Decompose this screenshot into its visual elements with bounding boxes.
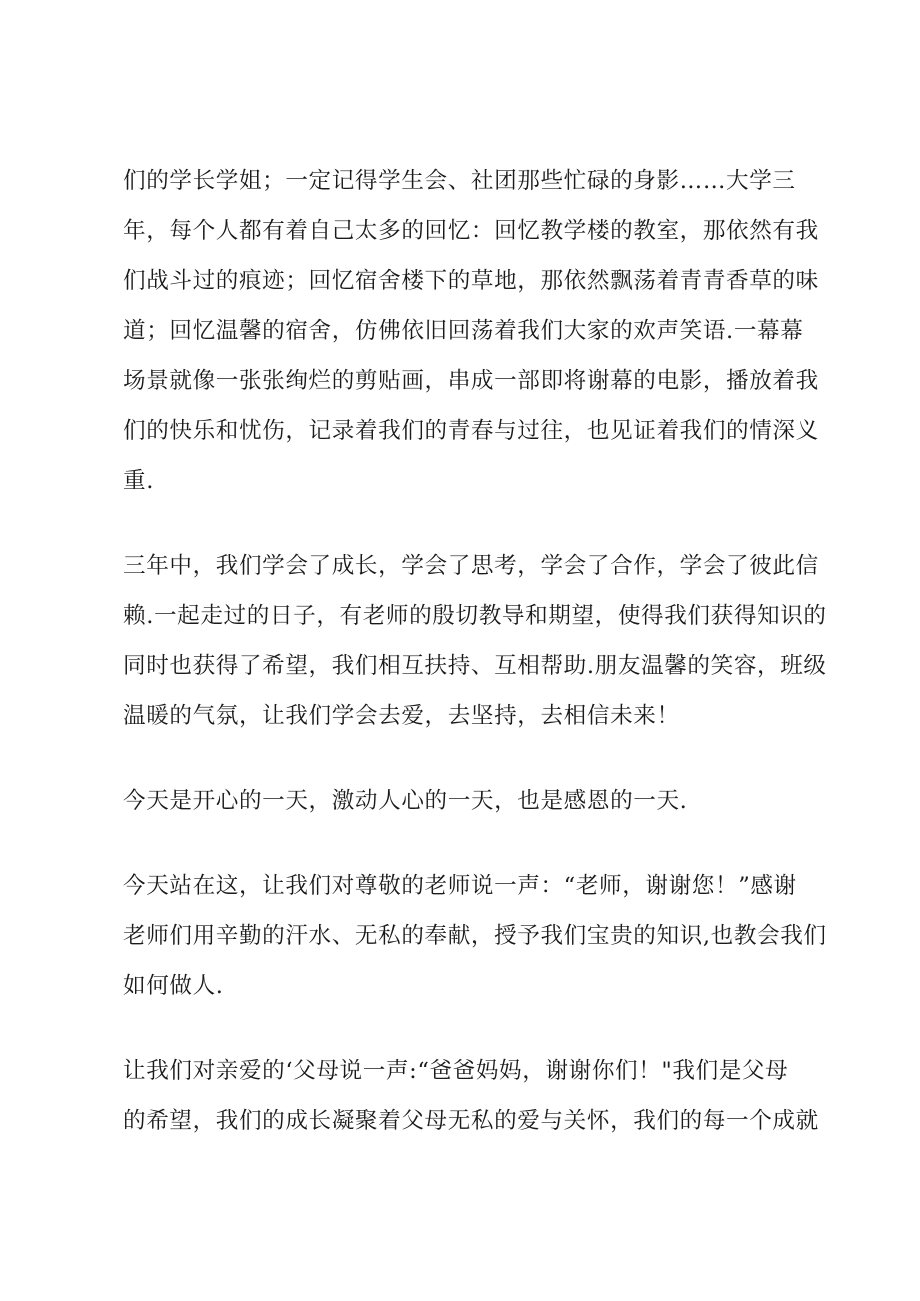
text-line: 今天是开心的一天，激动人心的一天，也是感恩的一天. bbox=[123, 788, 688, 814]
text-line: 们战斗过的痕迹；回忆宿舍楼下的草地，那依然飘荡着青青香草的味 bbox=[123, 268, 819, 294]
text-line: 场景就像一张张绚烂的剪贴画，串成一部即将谢幕的电影，播放着我 bbox=[123, 368, 819, 394]
text-line: 年，每个人都有着自己太多的回忆：回忆教学楼的教室，那依然有我 bbox=[123, 218, 819, 244]
text-line: 三年中，我们学会了成长，学会了思考，学会了合作，学会了彼此信 bbox=[123, 553, 819, 579]
text-line: 老师们用辛勤的汗水、无私的奉献，授予我们宝贵的知识,也教会我们 bbox=[123, 923, 827, 949]
text-line: 赖.一起走过的日子，有老师的殷切教导和期望，使得我们获得知识的 bbox=[123, 603, 827, 629]
text-line: 今天站在这，让我们对尊敬的老师说一声：“老师，谢谢您！”感谢 bbox=[123, 873, 797, 899]
text-line: 温暖的气氛，让我们学会去爱，去坚持，去相信未来！ bbox=[123, 703, 680, 729]
text-line: 让我们对亲爱的‘父母说一声:“爸爸妈妈，谢谢你们！"我们是父母 bbox=[123, 1058, 789, 1084]
text-line: 的希望，我们的成长凝聚着父母无私的爱与关怀，我们的每一个成就 bbox=[123, 1108, 819, 1134]
text-line: 同时也获得了希望，我们相互扶持、互相帮助.朋友温馨的笑容，班级 bbox=[123, 653, 827, 679]
text-line: 重. bbox=[123, 468, 154, 494]
text-line: 们的快乐和忧伤，记录着我们的青春与过往，也见证着我们的情深义 bbox=[123, 418, 819, 444]
text-line: 们的学长学姐；一定记得学生会、社团那些忙碌的身影……大学三 bbox=[123, 168, 796, 194]
text-line: 道；回忆温馨的宿舍，仿佛依旧回荡着我们大家的欢声笑语.一幕幕 bbox=[123, 318, 804, 344]
text-line: 如何做人. bbox=[123, 973, 224, 999]
